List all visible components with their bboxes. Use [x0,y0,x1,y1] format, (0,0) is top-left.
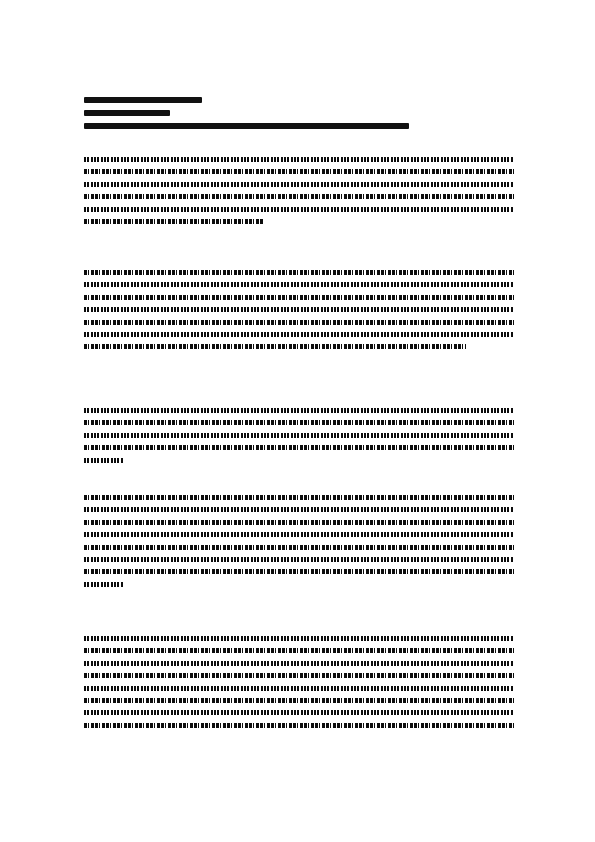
text-line [84,344,466,349]
text-line [84,194,514,199]
text-line [84,661,514,666]
text-line [84,219,264,224]
text-line [84,420,514,425]
paragraph-1 [84,157,514,231]
text-line [84,445,514,450]
text-line [84,557,514,562]
text-line [84,408,514,413]
text-line [84,507,514,512]
text-line [84,636,514,641]
text-line [84,307,514,312]
text-line [84,673,514,678]
text-line [84,532,514,537]
text-line [84,270,514,275]
paragraph-3 [84,408,514,470]
text-line [84,332,514,337]
text-line [84,710,514,715]
paragraph-2 [84,270,514,357]
text-line [84,207,514,212]
paragraph-4 [84,495,514,594]
text-line [84,169,514,174]
text-line [84,495,514,500]
document-header [84,97,524,136]
text-line [84,458,124,463]
header-line-3 [84,123,409,129]
header-line-2 [84,110,170,116]
paragraph-5 [84,636,514,735]
text-line [84,648,514,653]
text-line [84,320,514,325]
text-line [84,282,514,287]
text-line [84,520,514,525]
text-line [84,569,514,574]
text-line [84,295,514,300]
text-line [84,182,514,187]
header-line-1 [84,97,202,103]
text-line [84,698,514,703]
text-line [84,157,514,162]
text-line [84,582,124,587]
text-line [84,723,514,728]
text-line [84,545,514,550]
text-line [84,686,514,691]
text-line [84,433,514,438]
